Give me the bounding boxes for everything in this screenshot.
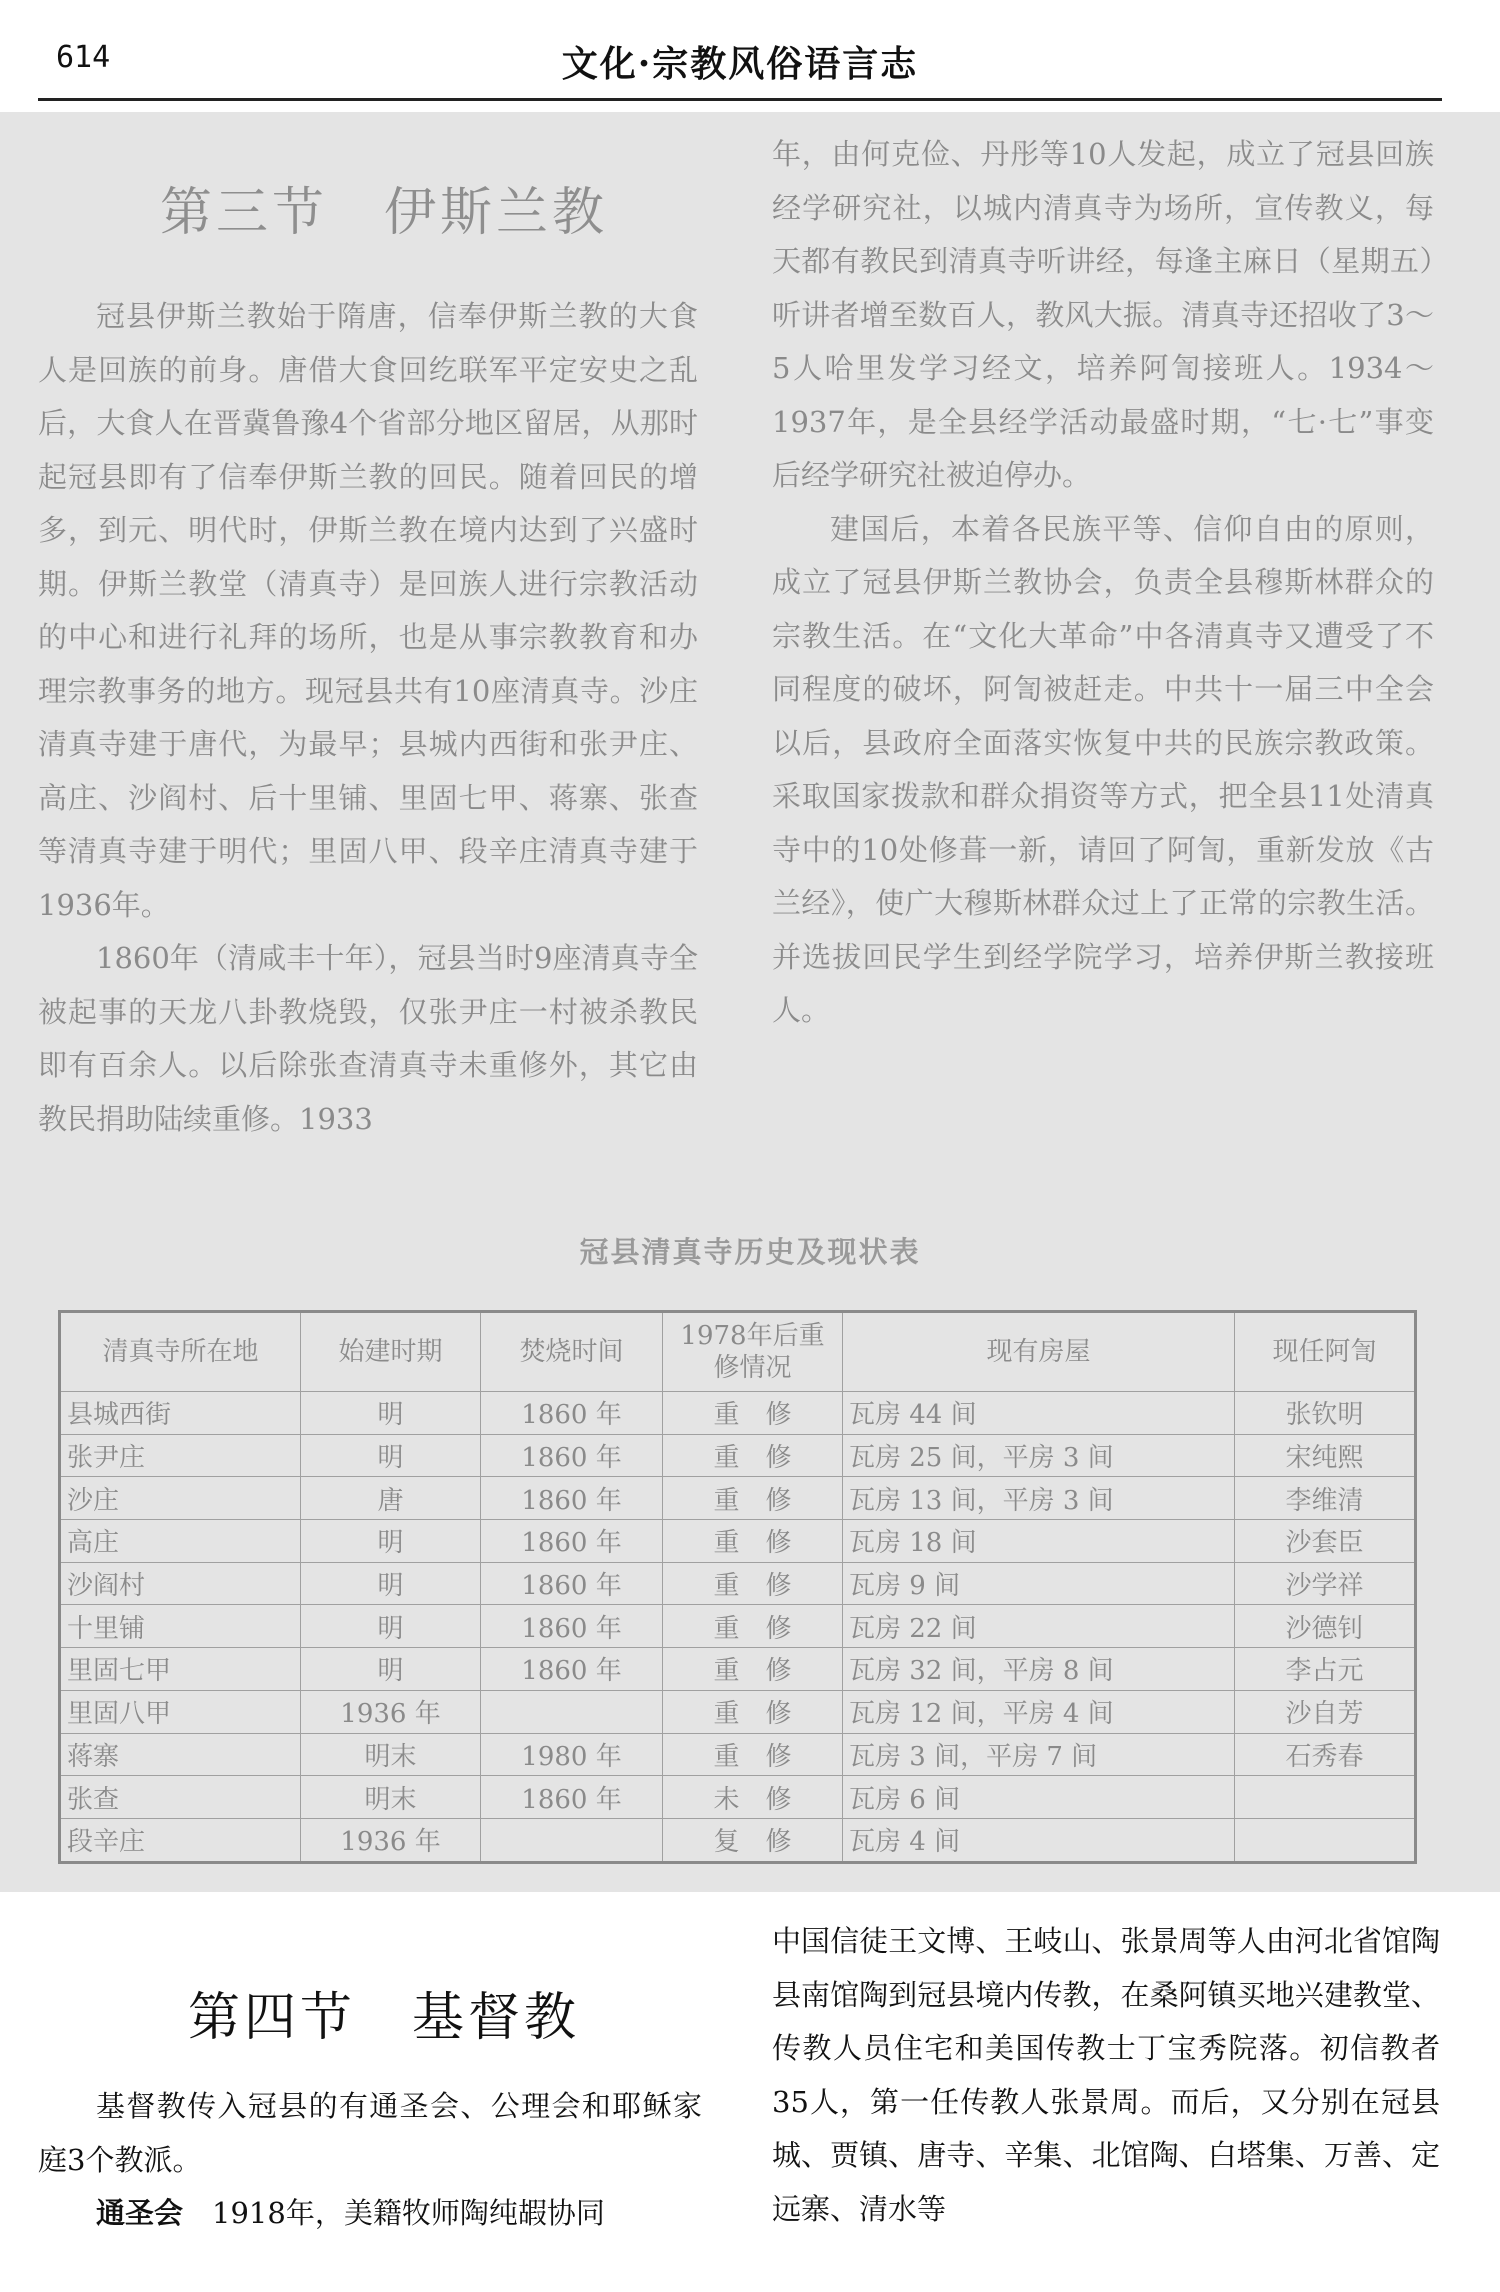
cell-buildings: 瓦房 22 间 [843,1605,1235,1648]
cell-repair: 重 修 [663,1562,843,1605]
cell-repair: 重 修 [663,1690,843,1733]
cell-buildings: 瓦房 12 间，平房 4 间 [843,1690,1235,1733]
cell-imam: 沙学祥 [1235,1562,1416,1605]
column-header: 1978年后重修情况 [663,1312,843,1392]
table-title: 冠县清真寺历史及现状表 [579,1235,921,1269]
table-row [60,1392,1416,1435]
cell-buildings: 瓦房 32 间，平房 8 间 [843,1648,1235,1691]
cell-repair: 未 修 [663,1776,843,1819]
cell-repair: 重 修 [663,1520,843,1563]
cell-founded: 明 [301,1392,481,1435]
cell-repair: 重 修 [663,1392,843,1435]
cell-founded: 1936 年 [301,1690,481,1733]
paragraph: 冠县伊斯兰教始于隋唐，信奉伊斯兰教的大食人是回族的前身。唐借大食回纥联军平定安史之乱后，大食人在晋冀鲁豫4个省部分地区留居，从那时起冠县即有了信奉伊斯兰教的回民。随着回民的增多，到元、明代时，伊斯兰教在境内达到了兴盛时期。伊斯兰教堂（清真寺）是回族人进行宗教活动的中心和进行礼拜的场所，也是从事宗教教育和办理宗教事务的地方。现冠县共有10座清真寺。沙庄清真寺建于唐代，为最早；县城内西街和张尹庄、高庄、沙阎村、后十里铺、里固七甲、蒋寨、张查等清真寺建于明代；里固八甲、段辛庄清真寺建于1936年。 [38,299,698,922]
cell-location: 段辛庄 [60,1818,301,1862]
cell-imam [1235,1818,1416,1862]
cell-burned: 1860 年 [481,1392,663,1435]
lead-term: 通圣会 [96,2196,184,2230]
cell-repair: 重 修 [663,1477,843,1520]
running-title: 文化·宗教风俗语言志 [561,43,919,85]
cell-imam: 沙自芳 [1235,1690,1416,1733]
cell-founded: 明 [301,1648,481,1691]
cell-buildings: 瓦房 6 间 [843,1776,1235,1819]
paragraph: 基督教传入冠县的有通圣会、公理会和耶稣家庭3个教派。 [38,2089,702,2177]
cell-founded: 明 [301,1605,481,1648]
page-header [38,28,1442,101]
cell-location: 张尹庄 [60,1434,301,1477]
cell-founded: 唐 [301,1477,481,1520]
cell-imam: 沙德钊 [1235,1605,1416,1648]
section-3-left-column [38,290,698,1146]
cell-location: 县城西街 [60,1392,301,1435]
table-row [60,1690,1416,1733]
cell-burned: 1860 年 [481,1520,663,1563]
section-3-title: 第三节 伊斯兰教 [160,183,609,243]
cell-buildings: 瓦房 25 间，平房 3 间 [843,1434,1235,1477]
paragraph-continuation: 中国信徒王文博、王岐山、张景周等人由河北省馆陶县南馆陶到冠县境内传教，在桑阿镇买地兴建教堂、传教人员住宅和美国传教士丁宝秀院落。初信教者35人，第一任传教人张景周。而后，又分别在冠县城、贾镇、唐寺、辛集、北馆陶、白塔集、万善、定远寨、清水等 [772,1924,1440,2226]
cell-imam: 宋纯熙 [1235,1434,1416,1477]
table-row [60,1477,1416,1520]
table-row [60,1818,1416,1862]
cell-imam [1235,1776,1416,1819]
table-row [60,1520,1416,1563]
lead-text: 1918年，美籍牧师陶纯嘏协同 [212,2196,605,2230]
section-4-right-column [772,1915,1440,2236]
table-row [60,1434,1416,1477]
cell-burned [481,1818,663,1862]
cell-location: 张查 [60,1776,301,1819]
cell-imam: 石秀春 [1235,1733,1416,1776]
cell-buildings: 瓦房 9 间 [843,1562,1235,1605]
cell-burned: 1860 年 [481,1477,663,1520]
cell-buildings: 瓦房 44 间 [843,1392,1235,1435]
table-row [60,1605,1416,1648]
cell-location: 蒋寨 [60,1733,301,1776]
cell-location: 高庄 [60,1520,301,1563]
cell-buildings: 瓦房 18 间 [843,1520,1235,1563]
cell-repair: 重 修 [663,1605,843,1648]
mosque-table [58,1310,1417,1864]
cell-burned: 1860 年 [481,1648,663,1691]
cell-burned: 1860 年 [481,1562,663,1605]
cell-repair: 复 修 [663,1818,843,1862]
paragraph [38,2187,702,2241]
cell-repair: 重 修 [663,1648,843,1691]
column-header: 焚烧时间 [481,1312,663,1392]
cell-founded: 明末 [301,1776,481,1819]
table-row [60,1776,1416,1819]
table-row [60,1733,1416,1776]
cell-location: 沙庄 [60,1477,301,1520]
section-4-title: 第四节 基督教 [188,1988,581,2048]
paragraph: 1860年（清咸丰十年），冠县当时9座清真寺全被起事的天龙八卦教烧毁，仅张尹庄一村被杀教民即有百余人。以后除张查清真寺未重修外，其它由教民捐助陆续重修。1933 [38,941,698,1136]
column-header: 现任阿訇 [1235,1312,1416,1392]
cell-founded: 明 [301,1520,481,1563]
cell-imam: 张钦明 [1235,1392,1416,1435]
cell-founded: 明 [301,1562,481,1605]
cell-buildings: 瓦房 3 间，平房 7 间 [843,1733,1235,1776]
table-row [60,1562,1416,1605]
section-4-left-column [38,2080,702,2241]
cell-location: 里固七甲 [60,1648,301,1691]
column-header: 始建时期 [301,1312,481,1392]
cell-repair: 重 修 [663,1733,843,1776]
cell-repair: 重 修 [663,1434,843,1477]
cell-burned: 1860 年 [481,1605,663,1648]
cell-imam: 李占元 [1235,1648,1416,1691]
table-row [60,1648,1416,1691]
cell-imam: 沙套臣 [1235,1520,1416,1563]
cell-location: 里固八甲 [60,1690,301,1733]
table-header-row [60,1312,1416,1392]
cell-imam: 李维清 [1235,1477,1416,1520]
cell-founded: 1936 年 [301,1818,481,1862]
paragraph-continuation: 年，由何克俭、丹彤等10人发起，成立了冠县回族经学研究社，以城内清真寺为场所，宣传教义，每天都有教民到清真寺听讲经，每逢主麻日（星期五）听讲者增至数百人，教风大振。清真寺还招收了3～5人哈里发学习经文，培养阿訇接班人。1934～1937年，是全县经学活动最盛时期，“七·七”事变后经学研究社被迫停办。 [772,137,1434,492]
cell-burned [481,1690,663,1733]
column-header: 清真寺所在地 [60,1312,301,1392]
cell-buildings: 瓦房 4 间 [843,1818,1235,1862]
cell-founded: 明末 [301,1733,481,1776]
cell-location: 十里铺 [60,1605,301,1648]
column-header: 现有房屋 [843,1312,1235,1392]
cell-location: 沙阎村 [60,1562,301,1605]
cell-buildings: 瓦房 13 间，平房 3 间 [843,1477,1235,1520]
cell-burned: 1860 年 [481,1776,663,1819]
cell-burned: 1860 年 [481,1434,663,1477]
page-number: 614 [56,40,111,75]
cell-founded: 明 [301,1434,481,1477]
section-3-right-column [772,128,1434,1038]
cell-burned: 1980 年 [481,1733,663,1776]
paragraph: 建国后，本着各民族平等、信仰自由的原则，成立了冠县伊斯兰教协会，负责全县穆斯林群众的宗教生活。在“文化大革命”中各清真寺又遭受了不同程度的破坏，阿訇被赶走。中共十一届三中全会以后，县政府全面落实恢复中共的民族宗教政策。采取国家拨款和群众捐资等方式，把全县11处清真寺中的10处修葺一新，请回了阿訇，重新发放《古兰经》，使广大穆斯林群众过上了正常的宗教生活。并选拔回民学生到经学院学习，培养伊斯兰教接班人。 [772,511,1434,1027]
